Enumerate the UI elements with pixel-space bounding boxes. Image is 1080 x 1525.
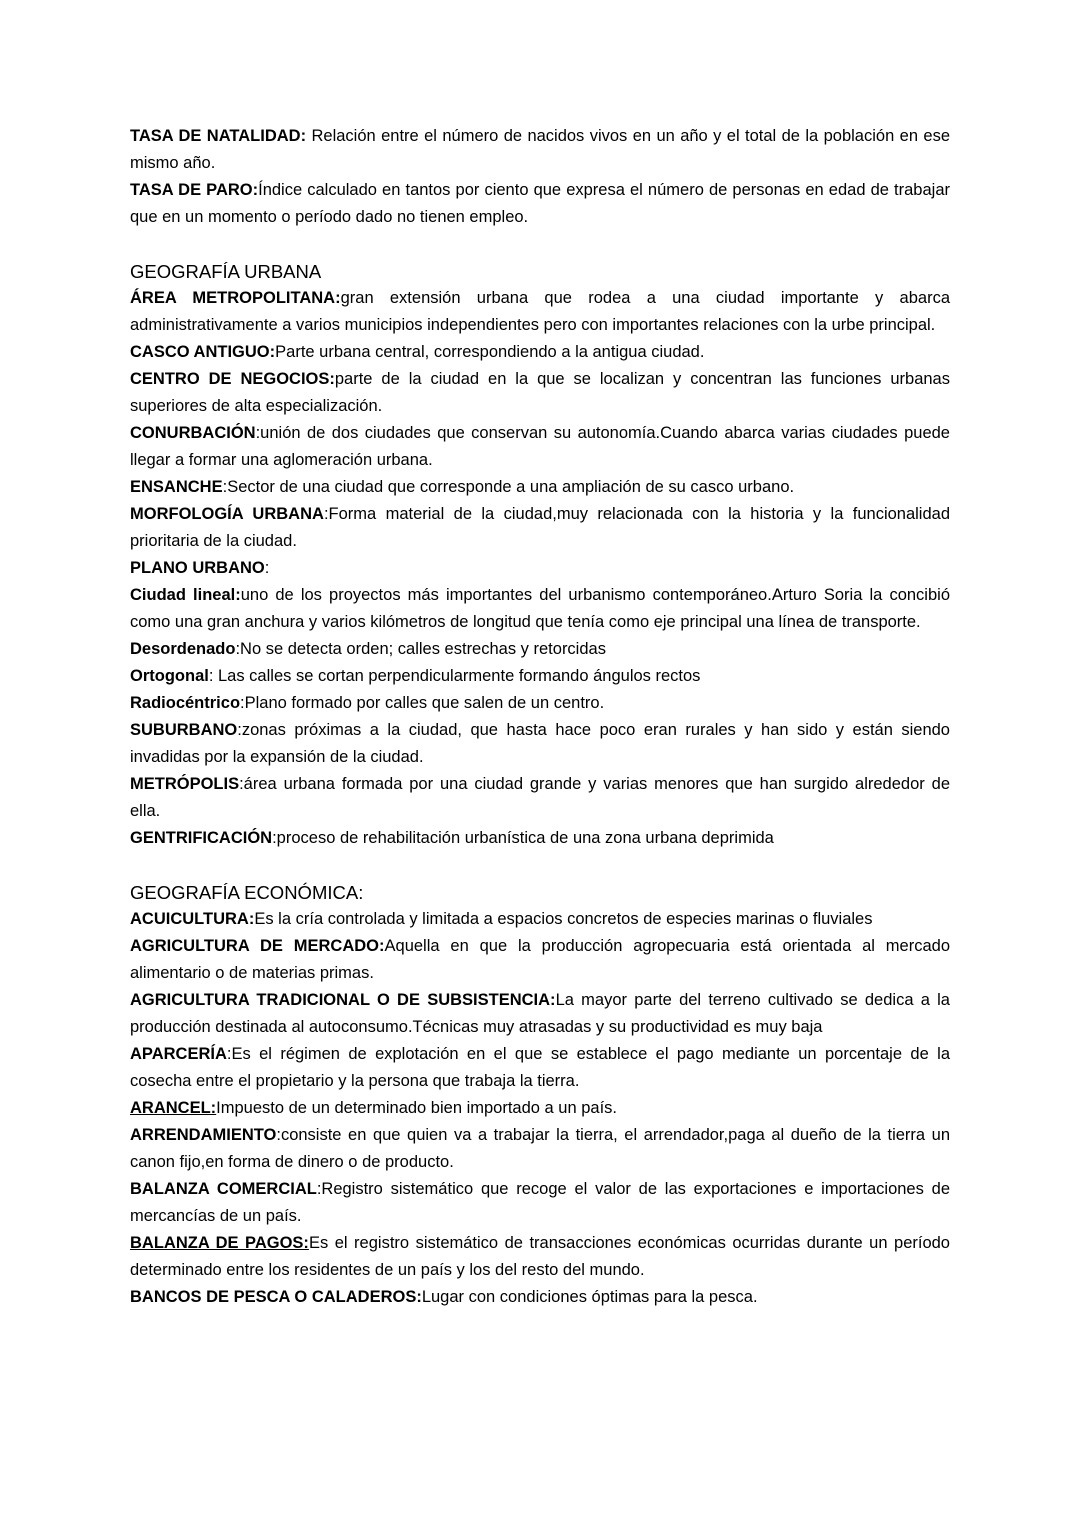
glossary-definition: :Sector de una ciudad que corresponde a una ampliación de su casco urbano.: [222, 478, 795, 496]
glossary-definition: : Las calles se cortan perpendicularmente formando ángulos rectos: [208, 667, 701, 685]
glossary-definition: parte de la ciudad en la que se localizan y concentran las funciones urbanas superiores de alta especialización.: [130, 370, 950, 415]
glossary-term: ARRENDAMIENTO: [130, 1126, 277, 1144]
glossary-definition: Es la cría controlada y limitada a espacios concretos de especies marinas o fluviales: [254, 910, 873, 928]
glossary-definition: Relación entre el número de nacidos vivos en un año y el total de la población en ese mismo año.: [130, 127, 951, 172]
glossary-entry: [130, 1122, 950, 1176]
glossary-term: CONURBACIÓN: [130, 424, 256, 442]
glossary-definition: Lugar con condiciones óptimas para la pesca.: [421, 1288, 758, 1306]
glossary-term: PLANO URBANO: [130, 559, 265, 577]
glossary-term: BALANZA COMERCIAL: [130, 1180, 317, 1198]
glossary-entry: [130, 420, 950, 474]
glossary-term: Ciudad lineal:: [130, 586, 241, 604]
glossary-entry: [130, 636, 950, 663]
glossary-term: ENSANCHE: [130, 478, 223, 496]
glossary-section: [130, 879, 950, 1311]
glossary-entry: [130, 474, 950, 501]
glossary-definition: Índice calculado en tantos por ciento que expresa el número de personas en edad de trabajar que en un momento o período dado no tienen empleo.: [130, 181, 950, 226]
glossary-entry: [130, 1041, 950, 1095]
glossary-definition: :Plano formado por calles que salen de un centro.: [240, 694, 605, 712]
glossary-definition: :consiste en que quien va a trabajar la tierra, el arrendador,paga al dueño de la tierra un canon fijo,en forma de dinero o de producto.: [130, 1126, 950, 1171]
glossary-term: ACUICULTURA:: [130, 910, 255, 928]
glossary-entry: [130, 690, 950, 717]
glossary-term: APARCERÍA: [130, 1045, 227, 1063]
glossary-term: Ortogonal: [130, 667, 209, 685]
glossary-definition: :proceso de rehabilitación urbanística de una zona urbana deprimida: [272, 829, 774, 847]
glossary-definition: :área urbana formada por una ciudad grande y varias menores que han surgido alrededor de ella.: [130, 775, 950, 820]
glossary-entry: [130, 1176, 950, 1230]
glossary-entry: [130, 717, 950, 771]
glossary-term: CASCO ANTIGUO:: [130, 343, 276, 361]
glossary-definition: :Es el régimen de explotación en el que se establece el pago mediante un porcentaje de la cosecha entre el propietario y la persona que trabaja la tierra.: [130, 1045, 950, 1090]
glossary-entry: [130, 987, 950, 1041]
glossary-entry: [130, 771, 950, 825]
glossary-term: METRÓPOLIS: [130, 775, 240, 793]
section-heading: GEOGRAFÍA ECONÓMICA:: [130, 882, 364, 903]
glossary-entry: [130, 825, 950, 852]
glossary-term: Desordenado: [130, 640, 236, 658]
glossary-definition: :zonas próximas a la ciudad, que hasta hace poco eran rurales y han sido y están siendo invadidas por la expansión de la ciudad.: [130, 721, 950, 766]
document-body: [130, 123, 950, 1311]
glossary-entry: [130, 933, 950, 987]
glossary-term: TASA DE NATALIDAD:: [130, 127, 307, 145]
glossary-entry: [130, 1284, 950, 1311]
glossary-definition: La mayor parte del terreno cultivado se dedica a la producción destinada al autoconsumo.Técnicas muy atrasadas y su productividad es muy baja: [130, 991, 950, 1036]
glossary-definition: :: [264, 559, 270, 577]
glossary-entry: [130, 1095, 950, 1122]
glossary-definition: :Forma material de la ciudad,muy relacionada con la historia y la funcionalidad prioritaria de la ciudad.: [130, 505, 950, 550]
section-heading: GEOGRAFÍA URBANA: [130, 261, 322, 282]
glossary-entry: [130, 285, 950, 339]
glossary-term: GENTRIFICACIÓN: [130, 829, 273, 847]
glossary-entry: [130, 1230, 950, 1284]
glossary-term: ÁREA METROPOLITANA:: [130, 289, 341, 307]
glossary-entry: [130, 555, 950, 582]
glossary-term: CENTRO DE NEGOCIOS:: [130, 370, 335, 388]
glossary-definition: :No se detecta orden; calles estrechas y retorcidas: [235, 640, 606, 658]
glossary-definition: Es el registro sistemático de transacciones económicas ocurridas durante un período determinado entre los residentes de un país y los del resto del mundo.: [130, 1234, 950, 1279]
glossary-entry: [130, 366, 950, 420]
glossary-definition: :unión de dos ciudades que conservan su autonomía.Cuando abarca varias ciudades puede llegar a formar una aglomeración urbana.: [130, 424, 950, 469]
glossary-term: BANCOS DE PESCA O CALADEROS:: [130, 1288, 422, 1306]
glossary-term: BALANZA DE PAGOS:: [130, 1234, 309, 1252]
glossary-entry: [130, 123, 950, 177]
glossary-definition: gran extensión urbana que rodea a una ciudad importante y abarca administrativamente a varios municipios independientes pero con importantes relaciones con la urbe principal.: [130, 289, 951, 334]
glossary-section: [130, 123, 950, 231]
glossary-entry: [130, 177, 950, 231]
glossary-entry: [130, 501, 950, 555]
glossary-term: ARANCEL:: [130, 1099, 217, 1117]
glossary-definition: uno de los proyectos más importantes del urbanismo contemporáneo.Arturo Soria la concibió como una gran anchura y varios kilómetros de longitud que tenía como eje principal una línea de transporte.: [130, 586, 950, 631]
glossary-definition: Impuesto de un determinado bien importado a un país.: [216, 1099, 618, 1117]
glossary-entry: [130, 582, 950, 636]
glossary-term: AGRICULTURA DE MERCADO:: [130, 937, 385, 955]
glossary-entry: [130, 906, 950, 933]
glossary-definition: :Registro sistemático que recoge el valor de las exportaciones e importaciones de mercancías de un país.: [130, 1180, 950, 1225]
glossary-entry: [130, 339, 950, 366]
glossary-term: MORFOLOGÍA URBANA: [130, 505, 324, 523]
glossary-term: TASA DE PARO:: [130, 181, 259, 199]
glossary-section: [130, 258, 950, 852]
glossary-definition: Aquella en que la producción agropecuaria está orientada al mercado alimentario o de materias primas.: [130, 937, 950, 982]
glossary-term: Radiocéntrico: [130, 694, 241, 712]
glossary-entry: [130, 663, 950, 690]
glossary-definition: Parte urbana central, correspondiendo a la antigua ciudad.: [275, 343, 705, 361]
glossary-term: AGRICULTURA TRADICIONAL O DE SUBSISTENCIA:: [130, 991, 556, 1009]
glossary-term: SUBURBANO: [130, 721, 238, 739]
